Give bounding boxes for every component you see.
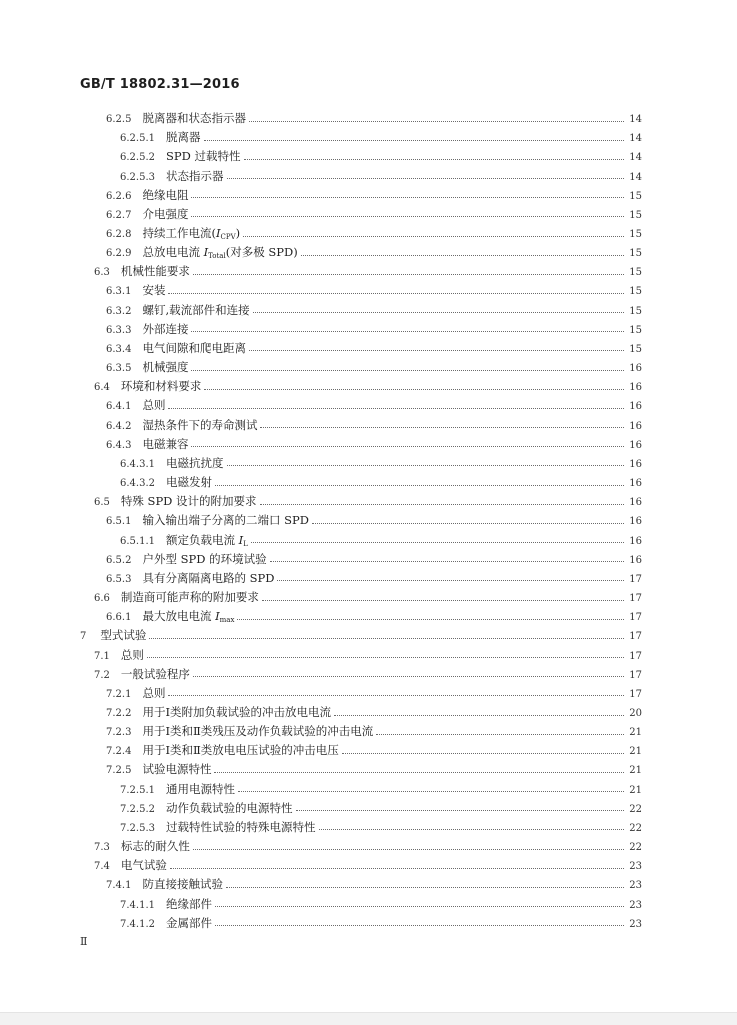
toc-dot-leader (253, 312, 624, 313)
toc-entry-number: 6.5.1 (106, 516, 132, 528)
toc-entry-number: 6.5.1.1 (120, 535, 155, 547)
toc-entry-page-number: 16 (629, 516, 642, 528)
toc-entry-title: 电气试验 (120, 858, 167, 873)
toc-entry[interactable] (106, 684, 642, 702)
toc-dot-leader (193, 849, 624, 850)
toc-entry-number: 7.4.1.2 (120, 918, 155, 930)
toc-entry-number: 6.4.3.2 (120, 478, 155, 489)
toc-dot-leader (260, 427, 624, 428)
toc-entry[interactable] (106, 703, 642, 721)
toc-entry-number: 6.2.8 (106, 229, 132, 240)
toc-entry-number: 6.2.9 (106, 248, 132, 260)
toc-entry-number: 7.2.2 (106, 708, 132, 719)
toc-dot-leader (251, 542, 624, 543)
toc-entry-number: 6.5 (94, 497, 110, 509)
toc-entry-title: 用于Ⅰ类附加负载试验的冲击放电电流 (142, 705, 331, 719)
toc-entry-page-number: 16 (629, 439, 642, 451)
toc-entry[interactable] (106, 224, 642, 242)
toc-entry-number: 7.2.1 (106, 688, 132, 700)
toc-entry-number: 7.4 (94, 861, 110, 873)
toc-entry-title: 标志的耐久性 (120, 839, 190, 854)
toc-entry-page-number: 15 (629, 209, 642, 221)
toc-entry[interactable] (106, 358, 642, 376)
toc-entry-page-number: 16 (629, 458, 642, 470)
toc-entry-number: 6.2.5.2 (120, 152, 155, 164)
toc-entry-number: 6.4 (94, 382, 110, 394)
toc-entry-number: 6.5.3 (106, 573, 132, 585)
toc-entry[interactable] (120, 914, 642, 932)
toc-entry-title: 通用电源特性 (166, 781, 235, 796)
toc-entry[interactable] (120, 128, 642, 146)
toc-entry-title: 绝缘部件 (166, 896, 212, 911)
toc-entry-number: 6.4.3.1 (120, 458, 155, 470)
toc-entry[interactable] (106, 416, 642, 434)
toc-entry-page-number: 17 (629, 669, 642, 681)
toc-entry-number: 7.2.3 (106, 727, 132, 739)
toc-dot-leader (191, 216, 624, 217)
toc-entry[interactable] (106, 396, 642, 414)
toc-entry[interactable] (94, 856, 642, 874)
standard-id-header: GB/T 18802.31—2016 (80, 77, 240, 92)
toc-entry-page-number: 16 (629, 401, 642, 413)
toc-entry-title: 持续工作电流$(I_{CPV})$ (142, 226, 241, 241)
toc-entry[interactable] (80, 626, 642, 644)
toc-entry-page-number: 23 (629, 899, 642, 911)
toc-dot-leader (215, 925, 624, 926)
toc-entry-title: 金属部件 (166, 915, 212, 930)
toc-entry-page-number: 23 (629, 861, 642, 873)
toc-entry-title: 总放电电流 $I_{Total}$(对多极 SPD) (142, 245, 298, 261)
toc-entry-page-number: 17 (629, 650, 642, 662)
toc-entry-title: 环境和材料要求 (120, 379, 202, 394)
toc-entry-title: 脱离器和状态指示器 (142, 111, 246, 125)
toc-entry[interactable] (106, 109, 642, 127)
toc-entry-title: 特殊 SPD 设计的附加要求 (120, 494, 257, 509)
toc-dot-leader (204, 389, 624, 390)
toc-entry[interactable] (106, 320, 642, 338)
toc-entry-number: 6.5.2 (106, 554, 132, 566)
toc-entry-page-number: 16 (629, 497, 642, 509)
toc-dot-leader (193, 274, 624, 275)
toc-entry-page-number: 22 (629, 803, 642, 815)
toc-entry-number: 7.2 (94, 669, 110, 681)
toc-entry-page-number: 16 (629, 363, 642, 375)
toc-entry[interactable] (106, 607, 642, 625)
toc-entry-page-number: 14 (629, 114, 642, 125)
toc-entry-page-number: 23 (629, 918, 642, 930)
toc-entry-number: 7.3 (94, 842, 110, 854)
toc-entry-page-number: 15 (629, 324, 642, 336)
toc-entry-page-number: 16 (629, 478, 642, 489)
toc-entry-page-number: 20 (629, 708, 642, 719)
toc-entry-title: 机械强度 (142, 360, 189, 375)
toc-entry-title: 用于Ⅰ类和Ⅱ类残压及动作负载试验的冲击电流 (142, 724, 374, 739)
toc-entry[interactable] (94, 588, 642, 606)
toc-entry[interactable] (120, 147, 642, 165)
toc-entry-title: 总则 (142, 398, 166, 413)
toc-entry-page-number: 15 (629, 343, 642, 355)
toc-dot-leader (227, 465, 625, 466)
toc-entry-title: 外部连接 (142, 321, 189, 336)
toc-entry[interactable] (120, 895, 642, 913)
toc-entry-title: 湿热条件下的寿命测试 (142, 417, 258, 432)
toc-entry[interactable] (94, 837, 642, 855)
toc-entry-title: 机械性能要求 (120, 264, 190, 279)
toc-dot-leader (226, 887, 624, 888)
toc-entry-title: 具有分离隔离电路的 SPD (142, 570, 275, 585)
toc-entry[interactable] (106, 760, 642, 778)
toc-entry-page-number: 16 (629, 382, 642, 394)
toc-entry[interactable] (120, 780, 642, 798)
toc-entry-title: 用于Ⅰ类和Ⅱ类放电电压试验的冲击电压 (142, 743, 339, 758)
toc-entry-page-number: 14 (629, 133, 642, 145)
toc-entry-number: 6.6.1 (106, 612, 132, 624)
toc-entry-page-number: 21 (629, 765, 642, 777)
toc-entry-number: 7.2.4 (106, 746, 132, 758)
toc-entry[interactable] (120, 454, 642, 472)
toc-entry-number: 6.6 (94, 593, 110, 604)
toc-dot-leader (147, 657, 624, 658)
toc-entry[interactable] (94, 665, 642, 683)
toc-entry-number: 7.2.5.3 (120, 822, 155, 834)
toc-entry-number: 7.1 (94, 650, 110, 662)
toc-entry[interactable] (106, 722, 642, 740)
toc-entry-title: 型式试验 (100, 628, 147, 643)
toc-dot-leader (270, 561, 624, 562)
toc-dot-leader (262, 600, 624, 601)
toc-dot-leader (376, 734, 624, 735)
toc-dot-leader (301, 255, 624, 256)
toc-dot-leader (334, 715, 624, 716)
toc-entry-page-number: 15 (629, 305, 642, 317)
toc-entry-number: 6.3.4 (106, 343, 132, 355)
toc-entry-page-number: 16 (629, 554, 642, 566)
toc-dot-leader (215, 906, 624, 907)
toc-entry-number: 7.4.1 (106, 880, 132, 892)
toc-entry-number: 6.4.2 (106, 420, 132, 432)
toc-entry-page-number: 15 (629, 190, 642, 202)
toc-entry-number: 6.3.3 (106, 324, 132, 336)
toc-entry-title: SPD 过载特性 (166, 149, 241, 164)
toc-entry-number: 6.2.5.3 (120, 171, 155, 183)
toc-entry-title: 总则 (142, 685, 166, 700)
toc-entry-page-number: 15 (629, 286, 642, 298)
toc-dot-leader (237, 619, 624, 620)
toc-dot-leader (296, 810, 625, 811)
toc-entry-title: 螺钉,载流部件和连接 (142, 302, 250, 317)
toc-entry-number: 7.2.5 (106, 765, 132, 777)
toc-dot-leader (215, 485, 624, 486)
toc-entry-title: 试验电源特性 (142, 762, 212, 777)
toc-entry[interactable] (120, 167, 642, 185)
toc-entry-title: 防直接接触试验 (142, 877, 223, 892)
toc-dot-leader (191, 446, 624, 447)
toc-entry-page-number: 21 (629, 727, 642, 739)
toc-entry-page-number: 15 (629, 248, 642, 260)
toc-entry-title: 介电强度 (142, 206, 189, 221)
toc-entry-page-number: 17 (629, 688, 642, 700)
toc-dot-leader (277, 580, 624, 581)
toc-entry-page-number: 17 (629, 631, 642, 643)
toc-entry[interactable] (106, 569, 642, 587)
toc-entry[interactable] (106, 875, 642, 893)
toc-entry-page-number: 16 (629, 420, 642, 432)
toc-dot-leader (260, 504, 624, 505)
toc-entry-number: 7 (80, 631, 87, 643)
toc-dot-leader (227, 178, 625, 179)
toc-entry-title: 最大放电电流 $I_{max}$ (142, 609, 235, 625)
toc-entry-number: 6.2.5.1 (120, 133, 155, 145)
toc-dot-leader (191, 370, 624, 371)
toc-dot-leader (193, 676, 624, 677)
toc-entry-number: 6.4.1 (106, 401, 132, 413)
toc-entry[interactable] (120, 531, 642, 549)
toc-dot-leader (191, 197, 624, 198)
toc-entry[interactable] (120, 799, 642, 817)
page-number-footer: Ⅱ (80, 935, 88, 948)
toc-dot-leader (238, 791, 624, 792)
toc-entry-page-number: 17 (629, 593, 642, 604)
toc-entry[interactable] (94, 262, 642, 280)
toc-entry[interactable] (106, 435, 642, 453)
toc-entry-page-number: 22 (629, 822, 642, 834)
toc-dot-leader (168, 293, 624, 294)
toc-dot-leader (168, 408, 624, 409)
toc-dot-leader (168, 695, 624, 696)
toc-entry-number: 6.3.2 (106, 305, 132, 317)
toc-entry-title: 电气间隙和爬电距离 (142, 340, 246, 355)
toc-entry-page-number: 14 (629, 152, 642, 164)
toc-entry-title: 总则 (120, 647, 144, 662)
toc-entry[interactable] (106, 186, 642, 204)
toc-entry[interactable] (106, 550, 642, 568)
toc-dot-leader (214, 772, 624, 773)
toc-dot-leader (319, 829, 625, 830)
toc-entry-page-number: 17 (629, 573, 642, 585)
toc-entry[interactable] (94, 492, 642, 510)
toc-dot-leader (243, 236, 624, 237)
toc-entry-number: 6.2.5 (106, 114, 132, 125)
toc-entry-title: 绝缘电阻 (142, 187, 189, 202)
toc-entry[interactable] (106, 339, 642, 357)
toc-entry-page-number: 21 (629, 784, 642, 796)
toc-entry-number: 6.3 (94, 267, 110, 279)
toc-entry-title: 脱离器 (166, 130, 201, 145)
toc-dot-leader (149, 638, 624, 639)
toc-entry-page-number: 22 (629, 842, 642, 854)
toc-entry-page-number: 15 (629, 267, 642, 279)
toc-dot-leader (170, 868, 624, 869)
toc-entry[interactable] (106, 281, 642, 299)
toc-entry[interactable] (120, 818, 642, 836)
toc-entry[interactable] (94, 377, 642, 395)
toc-entry-page-number: 23 (629, 880, 642, 892)
toc-entry-title: 过载特性试验的特殊电源特性 (166, 819, 316, 834)
toc-entry[interactable] (106, 741, 642, 759)
toc-entry-title: 一般试验程序 (120, 666, 190, 681)
toc-entry-page-number: 15 (629, 229, 642, 240)
toc-entry-title: 电磁抗扰度 (166, 455, 224, 470)
viewer-bottom-strip (0, 1012, 737, 1025)
toc-entry-title: 电磁发射 (166, 475, 212, 489)
toc-entry-title: 状态指示器 (166, 168, 224, 183)
toc-dot-leader (249, 350, 624, 351)
toc-entry-number: 6.3.1 (106, 286, 132, 298)
toc-entry-number: 7.2.5.1 (120, 784, 155, 796)
toc-entry-title: 户外型 SPD 的环境试验 (142, 551, 267, 566)
toc-entry-number: 6.2.6 (106, 190, 132, 202)
toc-dot-leader (204, 140, 625, 141)
toc-entry[interactable] (106, 511, 642, 529)
toc-entry-title: 制造商可能声称的附加要求 (120, 590, 259, 604)
toc-dot-leader (342, 753, 624, 754)
toc-entry[interactable] (106, 301, 642, 319)
toc-dot-leader (249, 121, 624, 122)
toc-entry-page-number: 21 (629, 746, 642, 758)
toc-entry[interactable] (120, 473, 642, 491)
toc-entry[interactable] (106, 205, 642, 223)
toc-entry-title: 电磁兼容 (142, 436, 189, 451)
toc-dot-leader (244, 159, 625, 160)
toc-entry-number: 7.4.1.1 (120, 899, 155, 911)
toc-entry-page-number: 16 (629, 535, 642, 547)
toc-dot-leader (191, 331, 624, 332)
toc-dot-leader (312, 523, 624, 524)
toc-entry-title: 额定负载电流 $I_L$ (166, 532, 248, 548)
toc-entry-title: 输入输出端子分离的二端口 SPD (142, 513, 309, 528)
toc-entry-page-number: 17 (629, 612, 642, 624)
toc-entry-number: 7.2.5.2 (120, 803, 155, 815)
toc-entry-page-number: 14 (629, 171, 642, 183)
toc-entry-title: 动作负载试验的电源特性 (166, 800, 293, 815)
toc-entry-number: 6.2.7 (106, 209, 132, 221)
toc-entry[interactable] (94, 646, 642, 664)
toc-entry-title: 安装 (142, 283, 166, 298)
toc-entry-number: 6.4.3 (106, 439, 132, 451)
toc-entry[interactable] (106, 243, 642, 261)
toc-entry-number: 6.3.5 (106, 363, 132, 375)
